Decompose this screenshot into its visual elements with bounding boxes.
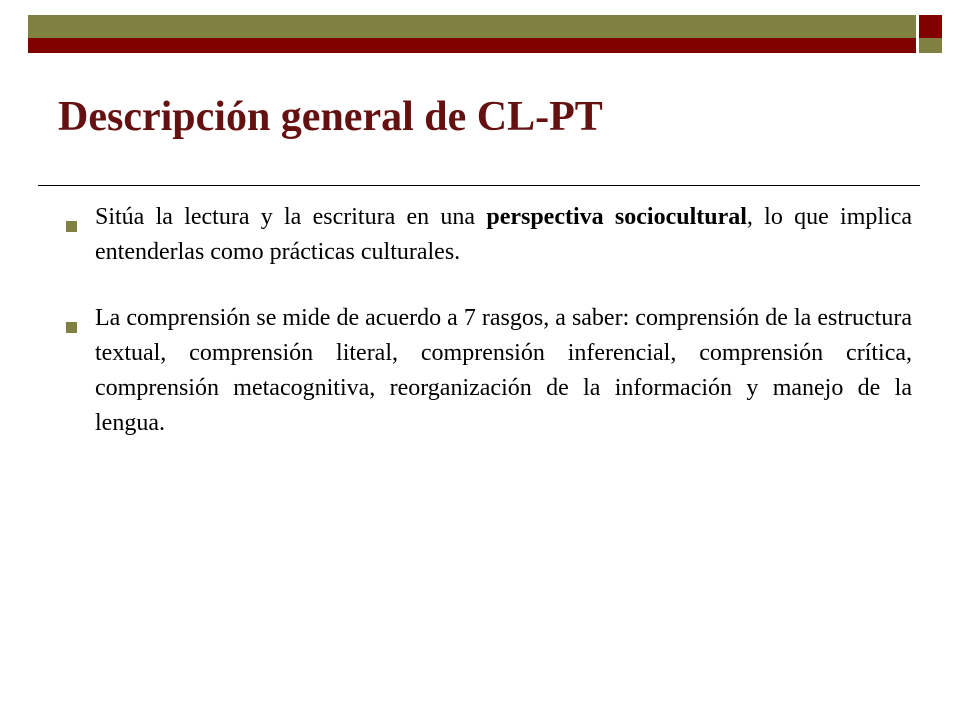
title-divider <box>38 185 920 186</box>
bullet-list <box>62 200 912 441</box>
bullet-text-1-emphasis: perspectiva sociocultural <box>486 204 747 230</box>
bullet-text-1-part-3: , lo que implica entenderlas como prácticas culturales. <box>95 204 913 265</box>
header-square-olive <box>919 38 942 53</box>
slide-title: Descripción general de CL-PT <box>58 94 603 140</box>
square-bullet-icon <box>66 221 77 232</box>
header-square-maroon <box>919 15 942 38</box>
header-bar-maroon <box>28 38 916 53</box>
bullet-item-2 <box>62 301 912 441</box>
header-bar-olive <box>28 15 916 38</box>
square-bullet-icon <box>66 322 77 333</box>
bullet-text-2: La comprensión se mide de acuerdo a 7 rasgos, a saber: comprensión de la estructura textual, comprensión literal, comprensión inferencial, comprensión crítica, comprensión metacognitiva, reorganización de la información y manejo de la lengua. <box>95 305 912 436</box>
bullet-item-1 <box>62 200 912 270</box>
bullet-text-1-part-1: Sitúa la lectura y la escritura en una <box>95 204 487 230</box>
